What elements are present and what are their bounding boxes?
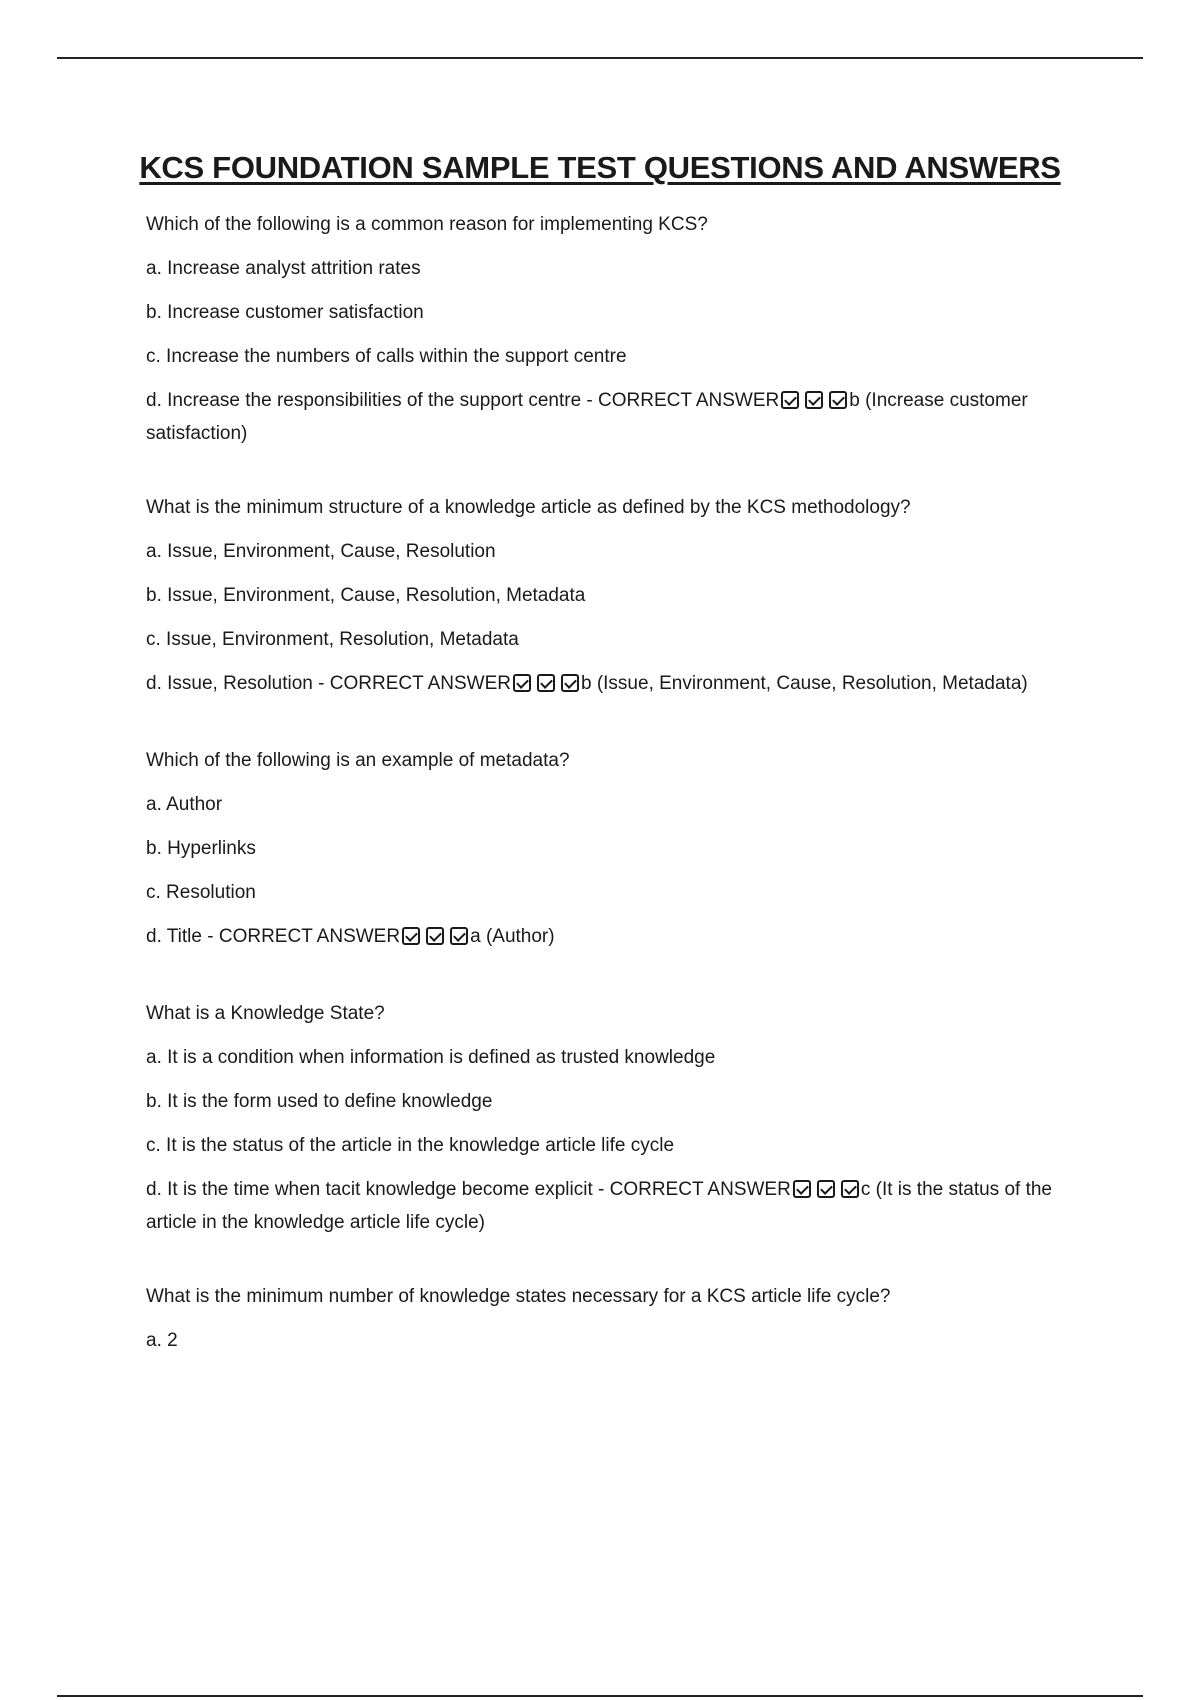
checkbox-checked-icon bbox=[793, 1180, 811, 1198]
correct-answer: a (Author) bbox=[470, 926, 555, 947]
option-d-with-answer bbox=[146, 922, 1096, 955]
option-c: c. It is the status of the article in the knowledge article life cycle bbox=[146, 1135, 675, 1156]
question-text: What is a Knowledge State? bbox=[146, 1003, 385, 1024]
question-text: What is the minimum number of knowledge states necessary for a KCS article life cycle? bbox=[146, 1286, 891, 1307]
question-block-1 bbox=[146, 210, 1096, 449]
option-a: a. 2 bbox=[146, 1330, 178, 1351]
option-d-with-answer bbox=[146, 386, 1096, 449]
checkbox-checked-icon bbox=[817, 1180, 835, 1198]
option-a: a. Issue, Environment, Cause, Resolution bbox=[146, 541, 496, 562]
option-a: a. Author bbox=[146, 794, 223, 815]
question-text: What is the minimum structure of a knowledge article as defined by the KCS methodology? bbox=[146, 497, 911, 518]
option-d: d. Increase the responsibilities of the support centre - CORRECT ANSWER bbox=[146, 390, 780, 411]
checkbox-checked-icon bbox=[805, 391, 823, 409]
option-b: b. Hyperlinks bbox=[146, 838, 256, 859]
option-d-with-answer bbox=[146, 1175, 1096, 1238]
checkbox-checked-icon bbox=[561, 674, 579, 692]
question-text: Which of the following is an example of metadata? bbox=[146, 750, 570, 771]
option-b: b. Issue, Environment, Cause, Resolution, Metadata bbox=[146, 585, 586, 606]
checkbox-checked-icon bbox=[841, 1180, 859, 1198]
option-d: d. Title - CORRECT ANSWER bbox=[146, 926, 401, 947]
top-divider bbox=[57, 57, 1143, 59]
option-b: b. It is the form used to define knowledge bbox=[146, 1091, 493, 1112]
option-d: d. It is the time when tacit knowledge become explicit - CORRECT ANSWER bbox=[146, 1179, 791, 1200]
question-text: Which of the following is a common reason for implementing KCS? bbox=[146, 214, 708, 235]
answer-checkmarks bbox=[402, 925, 468, 955]
bottom-divider bbox=[57, 1695, 1143, 1697]
answer-checkmarks bbox=[793, 1178, 859, 1208]
question-block-4 bbox=[146, 999, 1096, 1238]
option-d: d. Issue, Resolution - CORRECT ANSWER bbox=[146, 673, 511, 694]
option-c: c. Increase the numbers of calls within the support centre bbox=[146, 346, 627, 367]
checkbox-checked-icon bbox=[781, 391, 799, 409]
question-block-3 bbox=[146, 746, 1096, 955]
correct-answer: c (It is the status of the article in the knowledge article life cycle) bbox=[146, 1179, 1052, 1233]
option-b: b. Increase customer satisfaction bbox=[146, 302, 424, 323]
checkbox-checked-icon bbox=[513, 674, 531, 692]
checkbox-checked-icon bbox=[426, 927, 444, 945]
document-body bbox=[146, 210, 1096, 1400]
correct-answer: b (Issue, Environment, Cause, Resolution, Metadata) bbox=[580, 673, 1028, 694]
question-block-5 bbox=[146, 1282, 1096, 1356]
answer-checkmarks bbox=[781, 389, 847, 419]
question-block-2 bbox=[146, 493, 1096, 702]
option-c: c. Resolution bbox=[146, 882, 256, 903]
answer-checkmarks bbox=[513, 672, 579, 702]
correct-answer: b (Increase customer satisfaction) bbox=[146, 390, 1028, 444]
checkbox-checked-icon bbox=[450, 927, 468, 945]
checkbox-checked-icon bbox=[537, 674, 555, 692]
checkbox-checked-icon bbox=[829, 391, 847, 409]
option-a: a. It is a condition when information is defined as trusted knowledge bbox=[146, 1047, 716, 1068]
option-a: a. Increase analyst attrition rates bbox=[146, 258, 421, 279]
checkbox-checked-icon bbox=[402, 927, 420, 945]
option-c: c. Issue, Environment, Resolution, Metadata bbox=[146, 629, 519, 650]
page-title: KCS FOUNDATION SAMPLE TEST QUESTIONS AND ANSWERS bbox=[139, 150, 1061, 185]
option-d-with-answer bbox=[146, 669, 1096, 702]
